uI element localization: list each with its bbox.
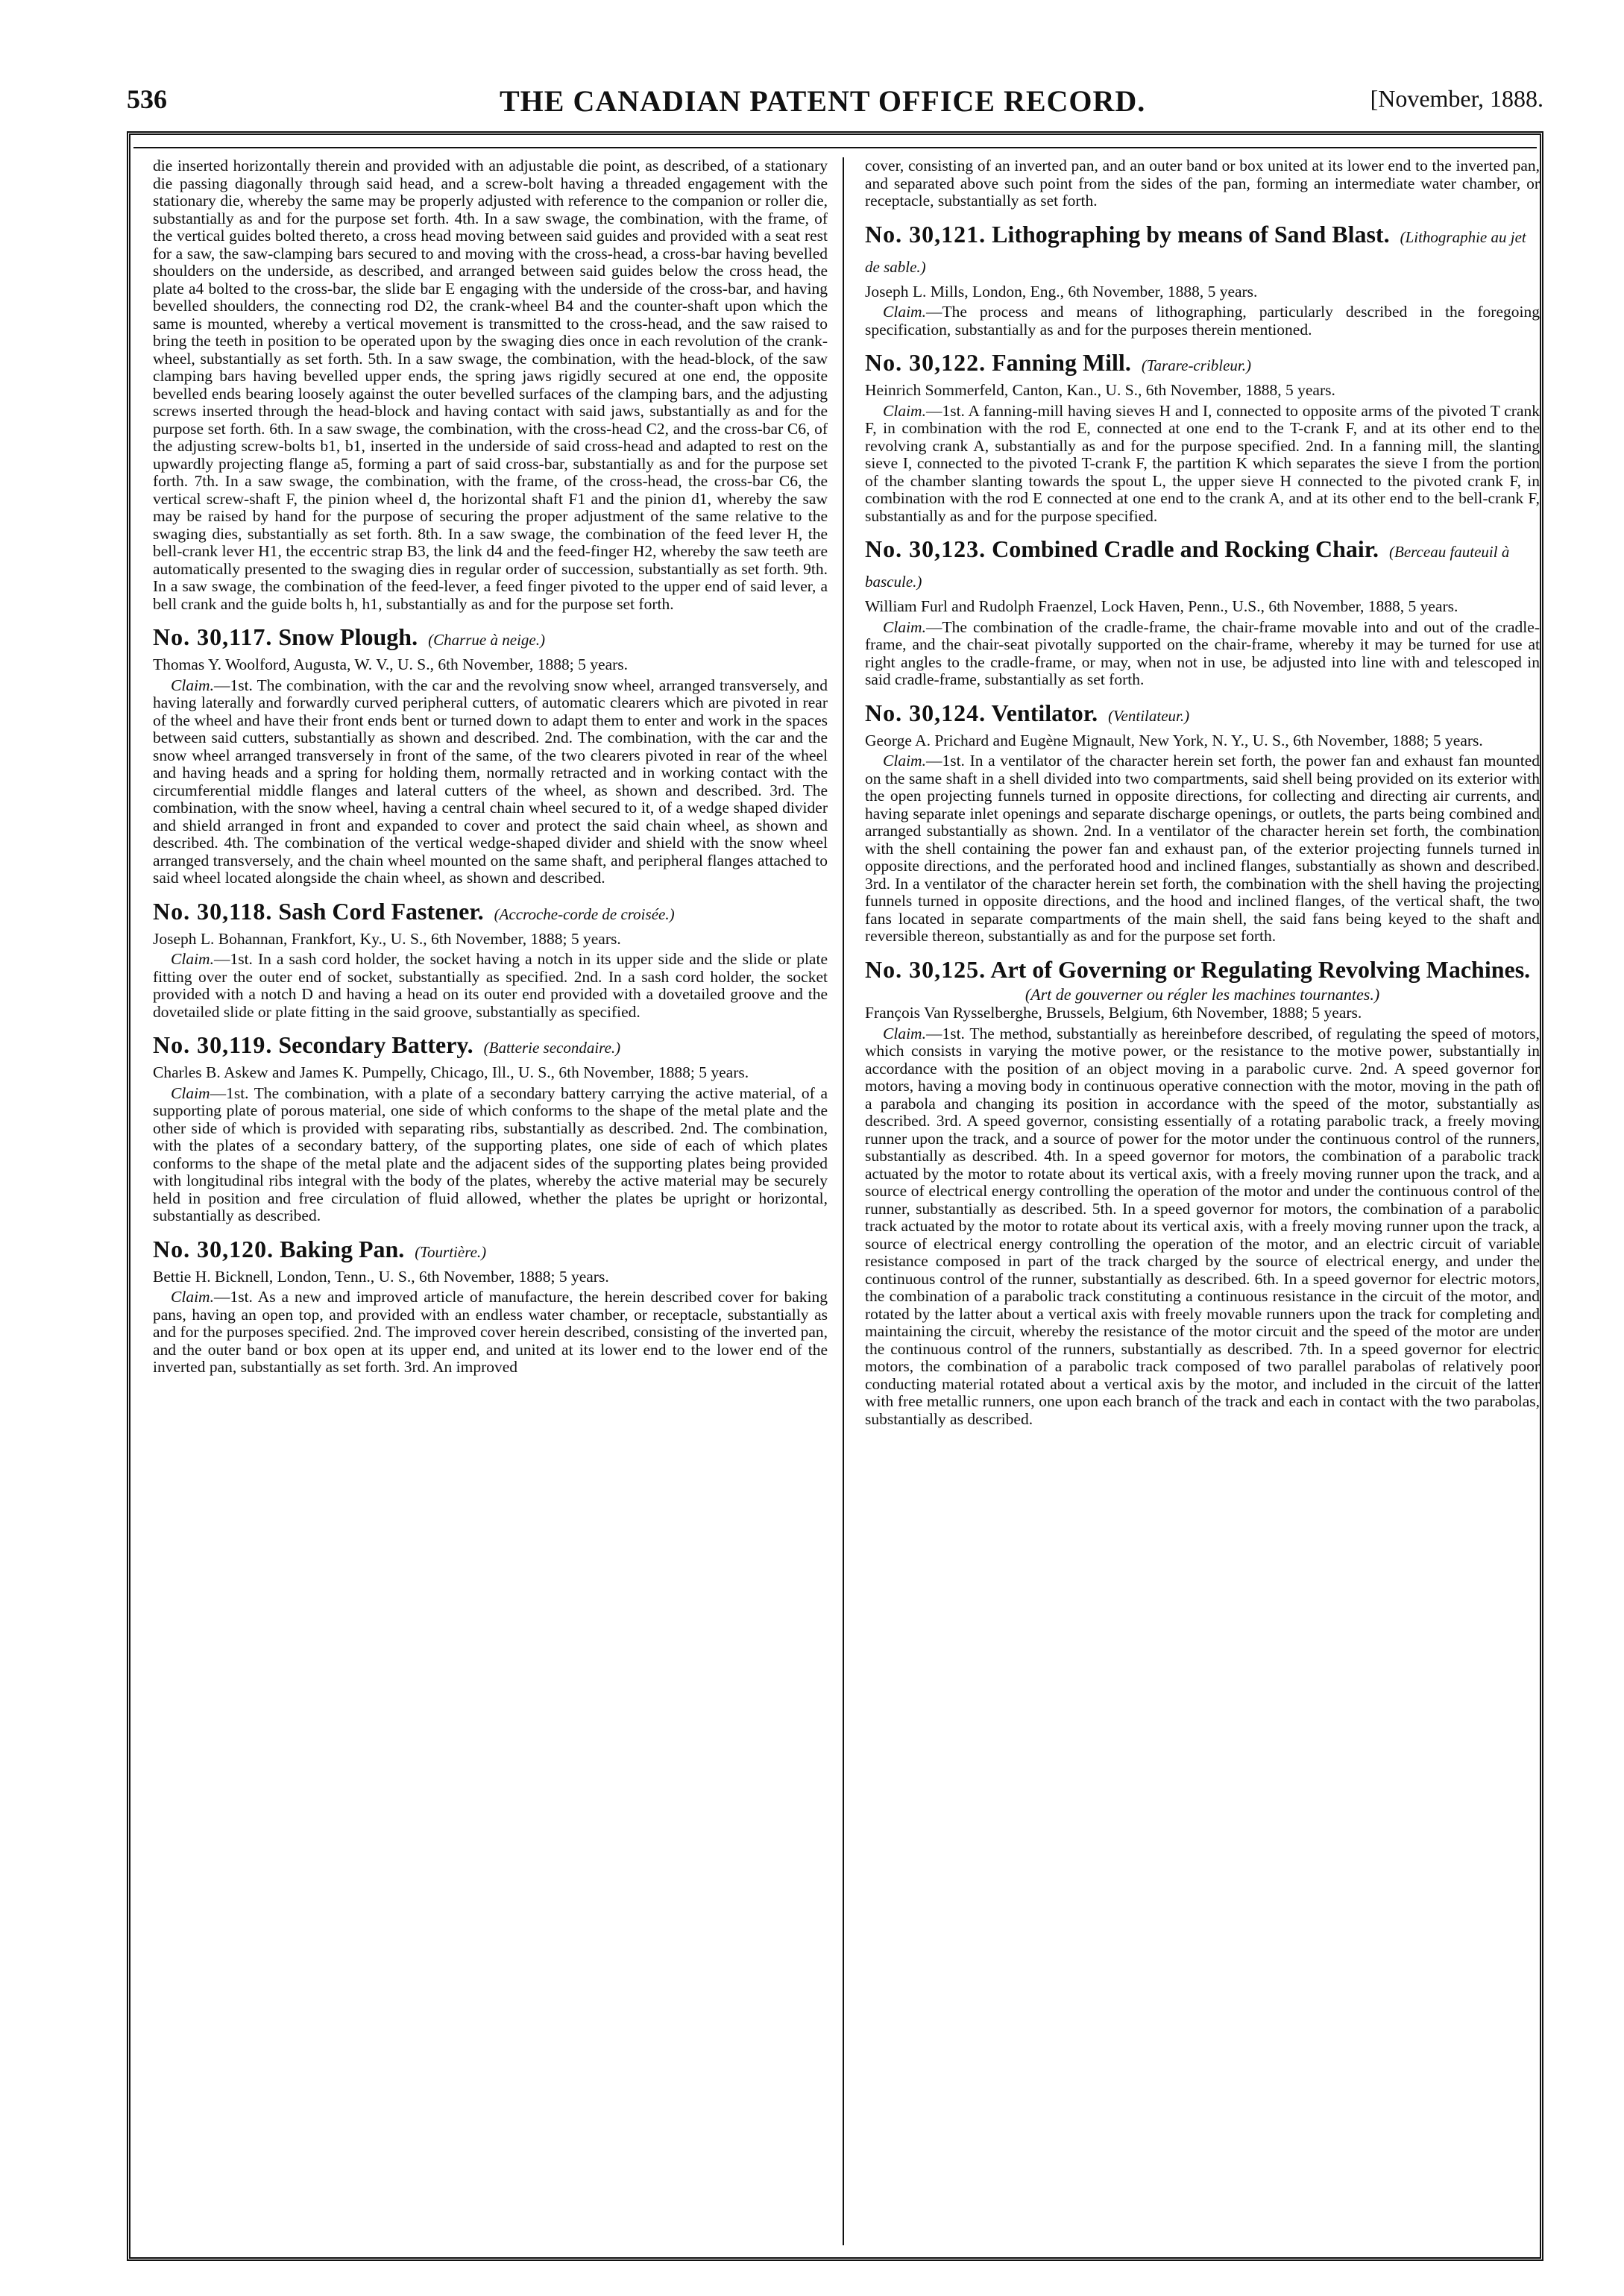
patent-heading	[153, 1236, 828, 1265]
claim-label: Claim.	[171, 1288, 214, 1306]
patent-number: No. 30,119.	[153, 1031, 273, 1058]
claim-text	[865, 752, 1540, 946]
claim-text	[153, 951, 828, 1021]
patent-title: Lithographing by means of Sand Blast.	[992, 220, 1390, 248]
patent-title: Ventilator.	[991, 699, 1098, 726]
patent-entry	[865, 699, 1540, 946]
right-entries	[865, 221, 1540, 1429]
inventor-line: William Furl and Rudolph Fraenzel, Lock Haven, Penn., U.S., 6th November, 1888, 5 years.	[865, 597, 1458, 615]
page-header	[127, 78, 1543, 130]
right-column	[865, 157, 1540, 2245]
patent-entry	[865, 221, 1540, 339]
column-divider	[843, 157, 844, 2245]
patent-number: No. 30,122.	[865, 349, 986, 376]
inventor-line: Joseph L. Bohannan, Frankfort, Ky., U. S., 6th November, 1888; 5 years.	[153, 929, 621, 948]
claim-body: —1st. In a sash cord holder, the socket having a notch in its upper side and the slide or plate fitting over the outer end of socket, substantially as specified. 2nd. In a sash cord holder, the socket provided with a notch D and having a head on its outer end provided with a dovetailed groove and the dovetailed slide or plate fitting in the said groove, substantially as specified.	[153, 950, 828, 1021]
french-title: (Art de gouverner ou régler les machines tournantes.)	[1025, 984, 1380, 1004]
claim-text	[153, 1085, 828, 1225]
french-title: (Berceau fauteuil à bascule.)	[865, 543, 1510, 591]
patent-entry	[865, 349, 1540, 525]
patent-number: No. 30,124.	[865, 699, 986, 726]
patent-number: No. 30,123.	[865, 535, 986, 562]
inventor-line: Heinrich Sommerfeld, Canton, Kan., U. S., 6th November, 1888, 5 years.	[865, 381, 1335, 399]
patent-number: No. 30,121.	[865, 220, 986, 248]
patent-title: Art of Governing or Regulating Revolving Machines.	[990, 955, 1531, 983]
patent-entry	[153, 1236, 828, 1377]
patent-number: No. 30,120.	[153, 1235, 274, 1262]
patent-number: No. 30,117.	[153, 623, 273, 650]
patent-entry	[865, 535, 1540, 689]
claim-body: —1st. The combination, with the car and the revolving snow wheel, arranged transversely, and having laterally and forwardly curved peripheral cutters, of automatic clearers which are pivoted in rear of the wheel and have their front ends bent or turned down to adapt them to enter and work in the spaces between said cutters, substantially as shown and described. 2nd. The combination, with the car and the snow wheel arranged transversely in front of the same, of the two clearers pivoted in rear of the wheel and having heads and a spring for holding them, normally retracted and in working contact with the circumferential middle flanges and lateral cutters of the wheel, as shown and described. 3rd. The combination, with the snow wheel, having a central chain wheel secured to it, of a wedge shaped divider and shield arranged in front and expanded to cover and protect the said chain wheel, as shown and described. 4th. The combination of the vertical wedge-shaped divider and shield with the snow wheel arranged transversely, and the chain wheel mounted on the same shaft, and peripheral flanges attached to said wheel located alongside the chain wheel, as shown and described.	[153, 676, 828, 887]
patent-title: Sash Cord Fastener.	[278, 897, 484, 925]
claim-text	[865, 619, 1540, 689]
top-rule	[133, 147, 1537, 148]
patent-title: Baking Pan.	[280, 1235, 405, 1262]
claim-text	[153, 677, 828, 887]
french-title: (Charrue à neige.)	[428, 631, 545, 649]
patent-title: Combined Cradle and Rocking Chair.	[992, 535, 1379, 562]
inventor-line: Charles B. Askew and James K. Pumpelly, Chicago, Ill., U. S., 6th November, 1888; 5 years.	[153, 1063, 749, 1081]
claim-body: —The process and means of lithographing, particularly described in the foregoing specification, substantially as and for the purposes therein mentioned.	[865, 303, 1540, 339]
continuation-text: cover, consisting of an inverted pan, and an outer band or box united at its lower end to the inverted pan, and separated above such point from the sides of the pan, forming an intermediate water chamber, or receptacle, substantially as set forth.	[865, 157, 1540, 210]
french-title: (Accroche-corde de croisée.)	[494, 905, 675, 923]
patent-entry	[865, 956, 1540, 1429]
claim-label: Claim.	[171, 950, 214, 968]
claim-text	[865, 1025, 1540, 1429]
claim-text	[153, 1289, 828, 1377]
patent-heading	[153, 623, 828, 653]
claim-body: —1st. A fanning-mill having sieves H and I, connected to opposite arms of the pivoted T crank F, in combination with the rod E, connected at one end to the T-crank F, and at its other end to the revolving crank A, substantially as and for the purpose specified. 2nd. In a fanning mill, the slanting sieve I, connected to the pivoted T-crank F, the partition K which separates the sieve I from the portion of the chamber slanting towards the spout L, the upper sieve H connected to the pivoted crank F, in combination with the rod E connected at one end to the crank A, and at its other end to the bell-crank F, substantially as and for the purpose specified.	[865, 401, 1540, 525]
patent-heading	[865, 221, 1540, 280]
inventor-line: Joseph L. Mills, London, Eng., 6th November, 1888, 5 years.	[865, 282, 1258, 301]
claim-label: Claim.	[883, 303, 926, 321]
patent-number: No. 30,118.	[153, 897, 273, 925]
inventor-line: Thomas Y. Woolford, Augusta, W. V., U. S., 6th November, 1888; 5 years.	[153, 655, 629, 673]
patent-heading	[153, 1031, 828, 1061]
patent-heading	[153, 898, 828, 928]
claim-body: —The combination of the cradle-frame, the chair-frame movable into and out of the cradle-frame, and the chair-seat pivotally supported on the chair-frame, whereby it may be turned for use at right angles to the cradle-frame, or may, when not in use, be adjusted into line with and telescoped in said cradle-frame, substantially as set forth.	[865, 617, 1540, 688]
claim-body: —1st. In a ventilator of the character herein set forth, the power fan and exhaust fan mounted on the same shaft in a shell divided into two compartments, said shell being provided on its exterior with the open projecting funnels turned in opposite directions, for collecting and directing air currents, and having separate inlet openings and separate discharge openings, or outlets, the parts being combined and arranged substantially as shown. 2nd. In a ventilator of the character herein set forth, the combination with the shell containing the power fan and exhaust pan, of the exterior projecting funnels turned in opposite directions, and the perforated hood and inclined flanges, substantially as shown and described. 3rd. In a ventilator of the character herein set forth, the combination with the shell having the projecting funnels turned in opposite directions, and the hood and inclined flanges, of the vertical shaft, the two fans located in separate compartments of the main shell, the said fans being keyed to the shaft and reversible thereon, substantially as and for the purpose set forth.	[865, 752, 1540, 945]
patent-number: No. 30,125.	[865, 955, 986, 983]
claim-body: —1st. The combination, with a plate of a secondary battery carrying the active material, of a supporting plate of porous material, one side of which conforms to the shape of the metal plate and the other side of which is provided with separating ribs, substantially as described. 2nd. The combination, with the plates of a secondary battery, of the supporting plates, one side of each of which plates conforms to the shape of the metal plate and the adjacent sides of the supporting plates being provided with longitudinal ribs integral with the body of the plates, whereby the active material may be securely held in position and free circulation of fluid allowed, whether the plates be upright or horizontal, substantially as described.	[153, 1083, 828, 1224]
inventor-line: George A. Prichard and Eugène Mignault, New York, N. Y., U. S., 6th November, 1888; 5 years.	[865, 731, 1483, 749]
claim-label: Claim.	[883, 752, 926, 770]
patent-title: Fanning Mill.	[992, 349, 1131, 376]
patent-heading	[865, 699, 1540, 729]
claim-body: —1st. The method, substantially as hereinbefore described, of regulating the speed of motors, which consists in varying the motive power, or the resistance to the motive power, substantially in accordance with the position of an object moving in a parabolic curve. 2nd. A speed governor for motors, having a moving body in continuous operative connection with the motor, moving in the path of a parabola and changing its position in accordance with the speed of the motor, substantially as described. 3rd. A speed governor, consisting essentially of a rotating parabolic track, a freely moving runner upon the track, and a source of power for the motor under the continuous control of the runners, substantially as described. 4th. In a speed governor for motors, the combination of a parabolic track actuated by the motor to rotate about its vertical axis, with a freely moving runner upon the track, and a source of electrical energy controlling the operation of the motor and under the continuous control of the runner, substantially as described. 5th. In a speed governor for motors, the combination of a parabolic track actuated by the motor to rotate about its vertical axis, with a freely moving runner upon the track, a source of electrical energy controlling the operation of the motor, and an electric circuit of variable resistance composed in part of the track charged by the source of electrical energy, and under the continuous control of the runner, substantially as described. 6th. In a speed governor for electric motors, the combination of a parabolic track constituting a continuous resistance in the circuit of the motor, and rotated by the latter about a vertical axis with freely movable runners upon the track for completing and maintaining the circuit, whereby the resistance of the motor circuit and the speed of the motor are under the continuous control of the runners, substantially as described. 7th. In a speed governor for electric motors, the combination of a parabolic track composed of two parallel parabolas of relatively poor conducting material rotated about a vertical axis by the motor, and included in the circuit of the latter with free metallic runners, one upon each branch of the track and each in contact with the two parabolas, substantially as described.	[865, 1024, 1540, 1428]
left-column	[153, 157, 828, 2245]
page-frame	[127, 131, 1543, 2261]
claim-text	[865, 303, 1540, 339]
inventor-line: François Van Rysselberghe, Brussels, Belgium, 6th November, 1888; 5 years.	[865, 1004, 1362, 1022]
patent-heading	[865, 535, 1540, 595]
patent-heading	[865, 956, 1540, 983]
claim-label: Claim.	[883, 1024, 926, 1042]
page-number: 536	[127, 84, 167, 114]
claim-text	[865, 403, 1540, 526]
french-title: (Tourtière.)	[415, 1242, 487, 1261]
claim-label: Claim.	[171, 676, 214, 694]
claim-label: Claim	[171, 1083, 210, 1102]
issue-date: [November, 1888.	[1370, 85, 1543, 112]
patent-entry	[153, 623, 828, 887]
french-title: (Batterie secondaire.)	[483, 1039, 621, 1057]
left-entries	[153, 623, 828, 1377]
claim-label: Claim.	[883, 401, 926, 420]
french-title: (Lithographie au jet de sable.)	[865, 227, 1526, 276]
continuation-text: die inserted horizontally therein and provided with an adjustable die point, as described, of a stationary die passing diagonally through said head, and a screw-bolt having a threaded engagement with the stationary die, whereby the same may be properly adjusted with reference to the companion or roller die, substantially as and for the purpose set forth. 4th. In a saw swage, the combination, with the frame, of the vertical guides bolted thereto, a cross head moving between said guides and provided with a seat rest for a saw, the saw-clamping bars secured to and moving with the cross-head, a cross-bar having bevelled shoulders on the underside, as described, and arranged between said guides below the cross head, the plate a4 bolted to the cross-bar, the slide bar E engaging with the underside of the cross-bar, and having bevelled shoulders, the connecting rod D2, the crank-wheel B4 and the counter-shaft upon which the same is mounted, whereby a vertical movement is transmitted to the cross-head, and the saw raised to bring the teeth in position to be operated upon by the swaging dies once in each revolution of the crank-wheel, substantially as set forth. 5th. In a saw swage, the combination, with the head-block, of the saw clamping bars having bevelled upper ends, the spring jaws rigidly secured at one end, the opposite bevelled ends bearing loosely against the outer bevelled surfaces of the clamping bars, and the adjusting screws inserted through the head-block and having contact with said jaws, substantially as and for the purpose set forth. 6th. In a saw swage, the combination, with the cross-head C2, and the cross-bar C6, of the adjusting screw-bolts b1, b1, inserted in the underside of said cross-head and adapted to rest on the upwardly projecting flange a5, forming a part of said cross-bar, substantially as and for the purpose set forth. 7th. In a saw swage, the combination, with the frame, of the cross-head, the cross-bar C6, the vertical screw-shaft F, the pinion wheel d, the horizontal shaft F1 and the pinion d1, whereby the saw may be raised by hand for the purpose of securing the proper adjustment of the same relative to the swaging dies, substantially as set forth. 8th. In a saw swage, the combination of the feed lever H, the bell-crank lever H1, the eccentric strap B3, the link d4 and the feed-finger H2, whereby the saw teeth are automatically presented to the swaging dies in regular order of succession, substantially as set forth. 9th. In a saw swage, the combination of the feed-lever, a feed finger pivoted to the upper end of said lever, a bell crank and the guide bolts h, h1, substantially as and for the purpose set forth.	[153, 157, 828, 613]
patent-heading	[865, 349, 1540, 379]
patent-title: Secondary Battery.	[278, 1031, 473, 1058]
claim-body: —1st. As a new and improved article of manufacture, the herein described cover for baking pans, having an open top, and provided with an endless water chamber, or receptacle, substantially as and for the purposes specified. 2nd. The improved cover herein described, consisting of the inverted pan, and the outer band or box open at its upper end, and united at its lower end to the lower end of the inverted pan, substantially as set forth. 3rd. An improved	[153, 1288, 828, 1376]
patent-entry	[153, 898, 828, 1022]
french-title: (Ventilateur.)	[1108, 706, 1190, 725]
french-title: (Tarare-cribleur.)	[1141, 356, 1252, 374]
inventor-line: Bettie H. Bicknell, London, Tenn., U. S., 6th November, 1888; 5 years.	[153, 1267, 609, 1286]
journal-title: THE CANADIAN PATENT OFFICE RECORD.	[500, 84, 1146, 118]
claim-label: Claim.	[883, 617, 926, 636]
patent-title: Snow Plough.	[278, 623, 418, 650]
patent-entry	[153, 1031, 828, 1225]
